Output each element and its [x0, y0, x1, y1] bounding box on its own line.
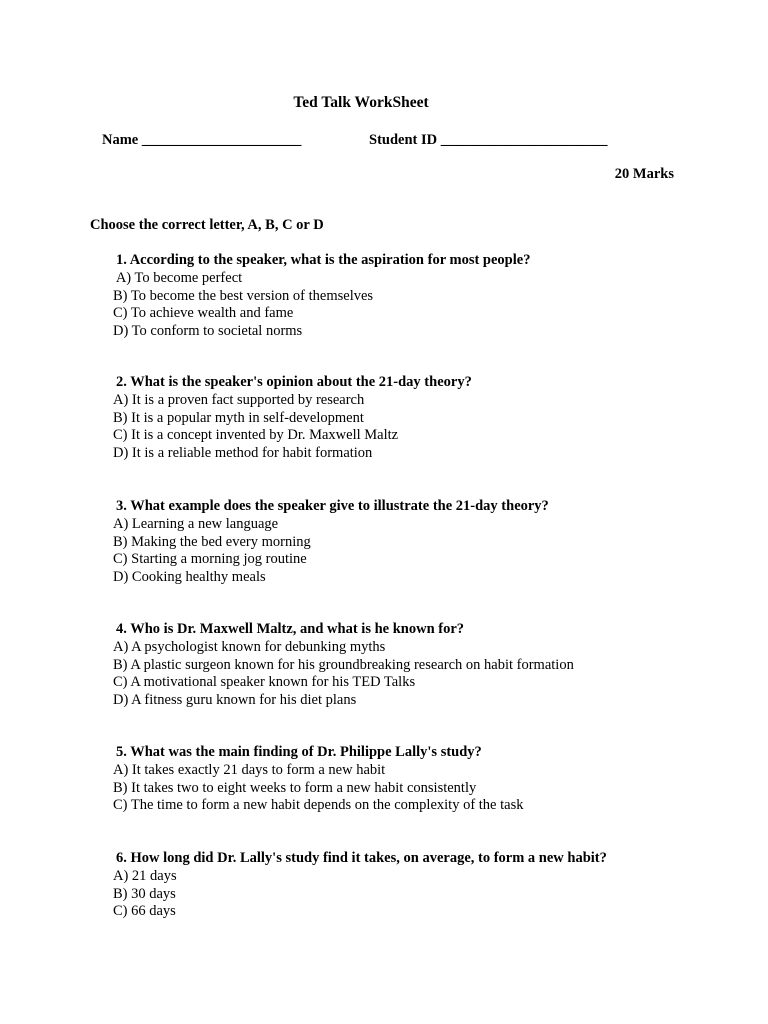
option-d: D) A fitness guru known for his diet plans [113, 692, 357, 709]
option-c: C) To achieve wealth and fame [113, 305, 294, 322]
option-c: C) 66 days [113, 903, 176, 920]
question-text: 1. According to the speaker, what is the aspiration for most people? [116, 252, 531, 268]
question-text: 4. Who is Dr. Maxwell Maltz, and what is he known for? [116, 621, 465, 637]
option-a: A) A psychologist known for debunking myths [113, 638, 386, 655]
question-1 [113, 252, 530, 341]
option-b: B) To become the best version of themselves [113, 287, 374, 304]
total-marks: 20 Marks [614, 166, 674, 182]
option-a: A) Learning a new language [113, 515, 279, 532]
option-c: C) A motivational speaker known for his TED Talks [113, 674, 416, 691]
question-4 [113, 621, 574, 710]
student-id-field-label: Student ID _______________________ [369, 132, 608, 148]
question-text: 6. How long did Dr. Lally's study find it takes, on average, to form a new habit? [116, 850, 607, 866]
option-a: A) To become perfect [113, 269, 243, 286]
option-b: B) 30 days [113, 885, 176, 902]
question-3 [113, 498, 549, 587]
option-a: A) It takes exactly 21 days to form a new habit [113, 761, 386, 778]
option-d: D) Cooking healthy meals [113, 569, 266, 586]
question-text: 5. What was the main finding of Dr. Philippe Lally's study? [116, 744, 482, 760]
question-text: 3. What example does the speaker give to illustrate the 21-day theory? [116, 498, 549, 514]
option-d: D) To conform to societal norms [113, 323, 303, 340]
question-5 [113, 744, 523, 815]
option-a: A) 21 days [113, 867, 177, 884]
option-b: B) It takes two to eight weeks to form a new habit consistently [113, 779, 477, 796]
question-6 [113, 850, 607, 921]
question-2 [113, 374, 472, 463]
question-text: 2. What is the speaker's opinion about the 21-day theory? [116, 374, 472, 390]
option-c: C) The time to form a new habit depends on the complexity of the task [113, 797, 524, 814]
name-field-label: Name ______________________ [102, 132, 302, 148]
instruction-text: Choose the correct letter, A, B, C or D [90, 217, 324, 233]
option-c: C) Starting a morning jog routine [113, 551, 307, 568]
option-b: B) A plastic surgeon known for his groundbreaking research on habit formation [113, 656, 574, 673]
option-b: B) It is a popular myth in self-development [113, 409, 364, 426]
option-c: C) It is a concept invented by Dr. Maxwell Maltz [113, 427, 399, 444]
option-a: A) It is a proven fact supported by research [113, 391, 365, 408]
option-b: B) Making the bed every morning [113, 533, 311, 550]
option-d: D) It is a reliable method for habit formation [113, 445, 373, 462]
worksheet-title: Ted Talk WorkSheet [293, 94, 429, 111]
